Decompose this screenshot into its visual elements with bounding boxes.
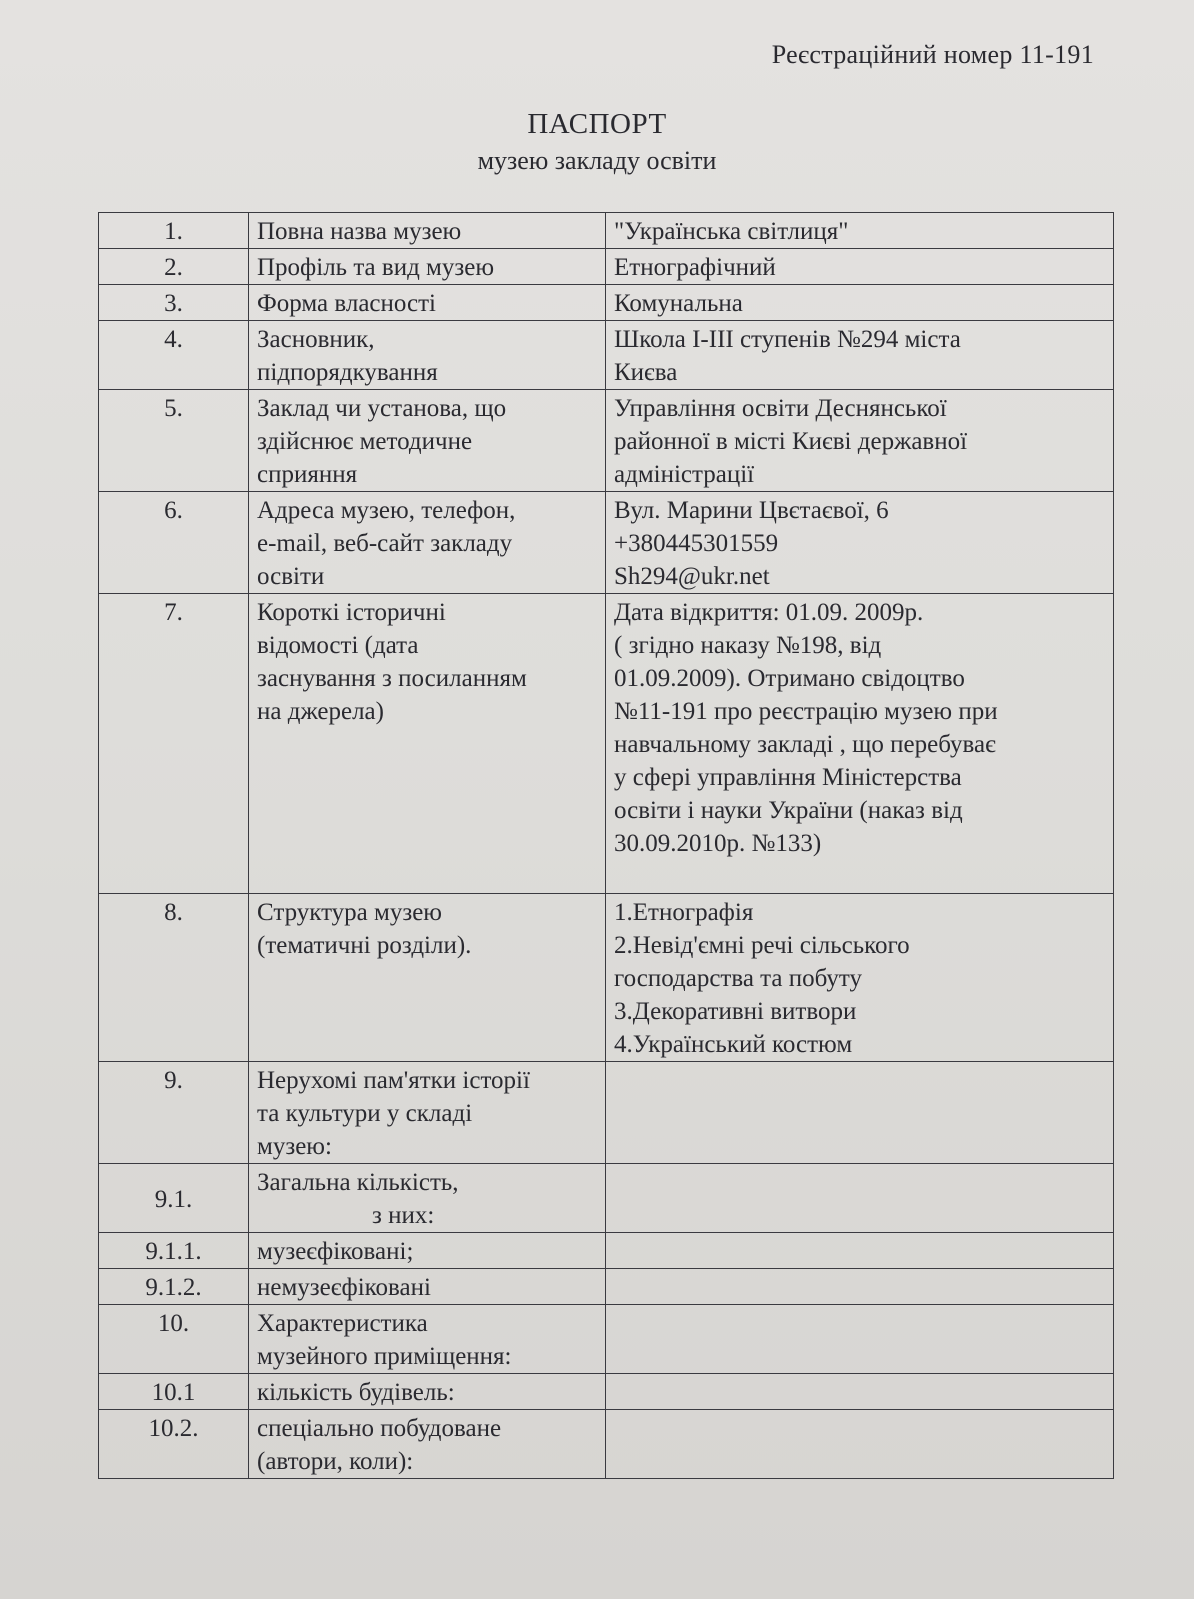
passport-row: [99, 894, 1114, 1062]
label-line: Повна назва музею: [257, 218, 462, 245]
passport-row: [99, 1410, 1114, 1479]
label-line: e-mail, веб-сайт закладу: [257, 530, 513, 557]
label-line: з них:: [372, 1202, 435, 1229]
row-label: [249, 894, 606, 1062]
label-line: Адреса музею, телефон,: [257, 497, 516, 524]
value-line: господарства та побуту: [614, 965, 862, 992]
label-line: Нерухомі пам'ятки історії: [257, 1067, 530, 1094]
row-value: [606, 1164, 1114, 1233]
passport-row: [99, 213, 1114, 249]
row-label: [249, 213, 606, 249]
label-line: (тематичні розділи).: [257, 932, 472, 959]
value-line: "Українська світлиця": [614, 218, 849, 245]
row-label: [249, 1269, 606, 1305]
passport-row: [99, 249, 1114, 285]
label-line: та культури у складі: [257, 1100, 473, 1127]
value-line: Школа І-ІІІ ступенів №294 міста: [614, 326, 961, 353]
passport-table: [98, 212, 1114, 1479]
value-line: 3.Декоративні витвори: [614, 998, 857, 1025]
label-line: музеєфіковані;: [257, 1238, 414, 1265]
row-value: [606, 285, 1114, 321]
value-line: районної в місті Києві державної: [614, 428, 968, 455]
label-line: Характеристика: [257, 1310, 428, 1337]
row-value: [606, 1233, 1114, 1269]
label-line: Форма власності: [257, 290, 436, 317]
value-line: Комунальна: [614, 290, 743, 317]
passport-row: [99, 492, 1114, 594]
value-line: 1.Етнографія: [614, 899, 754, 926]
value-line: ( згідно наказу №198, від: [614, 632, 882, 659]
passport-rows: [99, 213, 1114, 1479]
passport-row: [99, 1164, 1114, 1233]
label-line: Загальна кількість,: [257, 1169, 459, 1196]
label-line: здійснює методичне: [257, 428, 473, 455]
row-number: 8.: [99, 894, 249, 1062]
row-label: [249, 1164, 606, 1233]
value-line: Управління освіти Деснянської: [614, 395, 947, 422]
label-line: відомості (дата: [257, 632, 419, 659]
passport-row: [99, 285, 1114, 321]
value-line: 01.09.2009). Отримано свідоцтво: [614, 665, 965, 692]
passport-row: [99, 390, 1114, 492]
passport-row: [99, 1269, 1114, 1305]
label-line: музею:: [257, 1133, 332, 1160]
passport-row: [99, 321, 1114, 390]
row-value: [606, 594, 1114, 894]
value-line: Етнографічний: [614, 254, 776, 281]
label-line: музейного приміщення:: [257, 1343, 512, 1370]
value-line: 4.Український костюм: [614, 1031, 853, 1058]
row-value: [606, 321, 1114, 390]
row-value: [606, 249, 1114, 285]
value-line: адміністрації: [614, 461, 755, 488]
row-number: 9.1.2.: [99, 1269, 249, 1305]
row-label: [249, 321, 606, 390]
row-number: 9.: [99, 1062, 249, 1164]
registration-number: Реєстраційний номер 11-191: [771, 40, 1094, 69]
label-line: Заклад чи установа, що: [257, 395, 507, 422]
value-line: освіти і науки України (наказ від: [614, 797, 963, 824]
row-label: [249, 492, 606, 594]
row-value: [606, 1305, 1114, 1374]
row-number: 5.: [99, 390, 249, 492]
label-line: (автори, коли):: [257, 1448, 414, 1475]
row-label: [249, 1305, 606, 1374]
row-number: 6.: [99, 492, 249, 594]
row-value: [606, 492, 1114, 594]
row-number: 10.: [99, 1305, 249, 1374]
row-label: [249, 1062, 606, 1164]
passport-row: [99, 1305, 1114, 1374]
value-line: +380445301559: [614, 530, 779, 557]
row-label: [249, 285, 606, 321]
row-value: [606, 213, 1114, 249]
label-line: Засновник,: [257, 326, 375, 353]
label-line: немузеєфіковані: [257, 1274, 431, 1301]
row-number: 10.2.: [99, 1410, 249, 1479]
row-label: [249, 390, 606, 492]
label-line: Профіль та вид музею: [257, 254, 495, 281]
row-value: [606, 1062, 1114, 1164]
row-label: [249, 594, 606, 894]
label-line: на джерела): [257, 698, 384, 725]
row-value: [606, 1410, 1114, 1479]
row-number: 7.: [99, 594, 249, 894]
row-number: 3.: [99, 285, 249, 321]
document-subtitle: музею закладу освіти: [477, 146, 717, 175]
passport-row: [99, 1233, 1114, 1269]
value-line: у сфері управління Міністерства: [614, 764, 962, 791]
row-label: [249, 249, 606, 285]
document-title: ПАСПОРТ: [527, 108, 667, 140]
row-value: [606, 390, 1114, 492]
label-line: сприяння: [257, 461, 358, 488]
row-label: [249, 1233, 606, 1269]
row-number: 9.1.1.: [99, 1233, 249, 1269]
label-line: заснування з посиланням: [257, 665, 527, 692]
row-value: [606, 1269, 1114, 1305]
label-line: Короткі історичні: [257, 599, 446, 626]
passport-row: [99, 1062, 1114, 1164]
value-line: 30.09.2010р. №133): [614, 830, 822, 857]
row-number: 1.: [99, 213, 249, 249]
row-number: 10.1: [99, 1374, 249, 1410]
passport-row: [99, 594, 1114, 894]
row-number: 2.: [99, 249, 249, 285]
value-line: Sh294@ukr.net: [614, 563, 770, 590]
value-line: Дата відкриття: 01.09. 2009р.: [614, 599, 924, 626]
value-line: Києва: [614, 359, 678, 386]
label-line: спеціально побудоване: [257, 1415, 502, 1442]
passport-row: [99, 1374, 1114, 1410]
value-line: 2.Невід'ємні речі сільського: [614, 932, 910, 959]
row-value: [606, 1374, 1114, 1410]
value-line: Вул. Марини Цвєтаєвої, 6: [614, 497, 889, 524]
row-number: 4.: [99, 321, 249, 390]
value-line: №11-191 про реєстрацію музею при: [614, 698, 998, 725]
row-label: [249, 1374, 606, 1410]
label-line: підпорядкування: [257, 359, 438, 386]
label-line: освіти: [257, 563, 325, 590]
row-value: [606, 894, 1114, 1062]
label-line: Структура музею: [257, 899, 442, 926]
label-line: кількість будівель:: [257, 1379, 455, 1406]
row-number: 9.1.: [99, 1164, 249, 1233]
row-label: [249, 1410, 606, 1479]
value-line: навчальному закладі , що перебуває: [614, 731, 996, 758]
